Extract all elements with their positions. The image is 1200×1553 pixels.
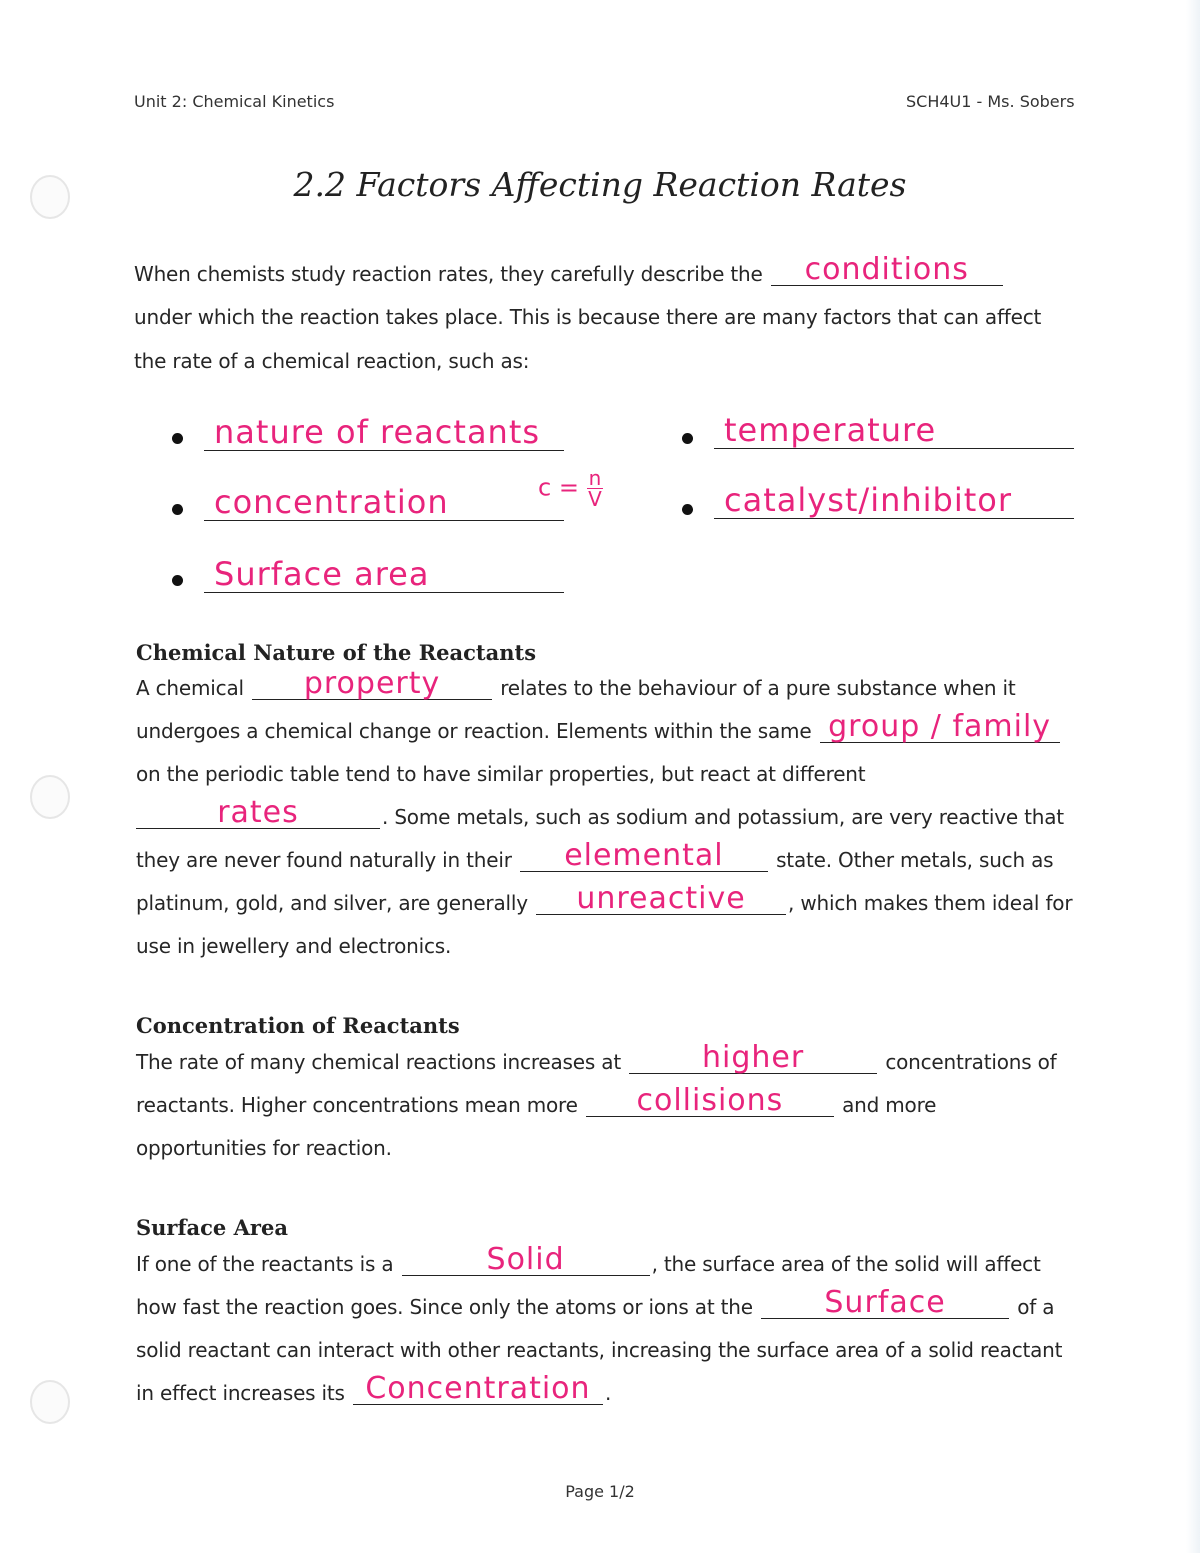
page-number: Page 1/2 (565, 1482, 635, 1501)
header-unit: Unit 2: Chemical Kinetics (134, 92, 335, 111)
scan-edge (1186, 0, 1200, 1553)
surface-line-4: in effect increases its Concentration . (136, 1371, 612, 1406)
answer-surface: Surface (824, 1285, 946, 1320)
heading-concentration: Concentration of Reactants (136, 1013, 460, 1038)
blank-unreactive (536, 881, 786, 916)
intro-line-1: When chemists study reaction rates, they carefully describe the conditions (134, 262, 1005, 286)
heading-chemical-nature: Chemical Nature of the Reactants (136, 640, 537, 665)
answer-temperature: temperature (724, 411, 937, 449)
surface-line-3: solid reactant can interact with other reactants, increasing the surface area of a solid reactant (136, 1338, 1063, 1362)
intro-line-2: under which the reaction takes place. This is because there are many factors that can affect (134, 305, 1042, 329)
bullet-dot (682, 504, 693, 515)
bullet-dot (172, 504, 183, 515)
nature-line-6: platinum, gold, and silver, are generally unreactive , which makes them ideal for (136, 881, 1073, 916)
nature-line-1: A chemical property relates to the behaviour of a pure substance when it (136, 666, 1016, 701)
punch-hole (30, 1380, 70, 1424)
bullet-dot (172, 575, 183, 586)
blank-group (820, 709, 1060, 744)
nature-line-4: rates . Some metals, such as sodium and potassium, are very reactive that (136, 805, 1064, 829)
blank-solid (402, 1242, 650, 1277)
blank-conditions (771, 252, 1003, 287)
bullet-dot (172, 433, 183, 444)
answer-property: property (303, 666, 441, 701)
bullet-temperature (714, 408, 1074, 449)
surface-line-2: how fast the reaction goes. Since only the atoms or ions at the Surface of a (136, 1285, 1055, 1320)
blank-collisions (586, 1083, 834, 1118)
concentration-line-2: reactants. Higher concentrations mean more collisions and more (136, 1083, 937, 1118)
answer-conditions: conditions (804, 252, 969, 287)
concentration-line-1: The rate of many chemical reactions increases at higher concentrations of (136, 1040, 1057, 1075)
answer-unreactive: unreactive (576, 881, 746, 916)
bullet-dot (682, 433, 693, 444)
blank-elemental (520, 838, 768, 873)
nature-line-5: they are never found naturally in their elemental state. Other metals, such as (136, 838, 1054, 873)
page-title: 2.2 Factors Affecting Reaction Rates (293, 165, 907, 204)
answer-nature: nature of reactants (214, 413, 541, 451)
answer-catalyst: catalyst/inhibitor (724, 481, 1013, 519)
blank-rates (136, 795, 380, 830)
answer-elemental: elemental (564, 838, 724, 873)
bullet-nature (204, 410, 564, 451)
blank-higher (629, 1040, 877, 1075)
blank-property (252, 666, 492, 701)
answer-higher: higher (702, 1040, 805, 1075)
answer-collisions: collisions (636, 1083, 784, 1118)
intro-line-3: the rate of a chemical reaction, such as: (134, 349, 530, 373)
answer-rates: rates (217, 795, 299, 830)
answer-concentration-final: Concentration (365, 1371, 591, 1406)
answer-group-family: group / family (828, 709, 1052, 744)
nature-line-3: on the periodic table tend to have similar properties, but react at different (136, 762, 866, 786)
answer-surface-area: Surface area (214, 555, 430, 593)
blank-surface (761, 1285, 1009, 1320)
surface-line-1: If one of the reactants is a Solid , the surface area of the solid will affect (136, 1242, 1041, 1277)
nature-line-2: undergoes a chemical change or reaction. Elements within the same group / family (136, 719, 1062, 743)
answer-concentration: concentration (214, 483, 449, 521)
bullet-catalyst (714, 478, 1074, 519)
nature-line-7: use in jewellery and electronics. (136, 934, 452, 958)
answer-solid: Solid (486, 1242, 565, 1277)
header-course: SCH4U1 - Ms. Sobers (906, 92, 1075, 111)
bullet-concentration (204, 480, 564, 521)
concentration-line-3: opportunities for reaction. (136, 1136, 392, 1160)
heading-surface-area: Surface Area (136, 1215, 288, 1240)
bullet-surface-area (204, 552, 564, 593)
punch-hole (30, 775, 70, 819)
concentration-formula: c = $\frac{n}{V}$ (538, 466, 602, 511)
